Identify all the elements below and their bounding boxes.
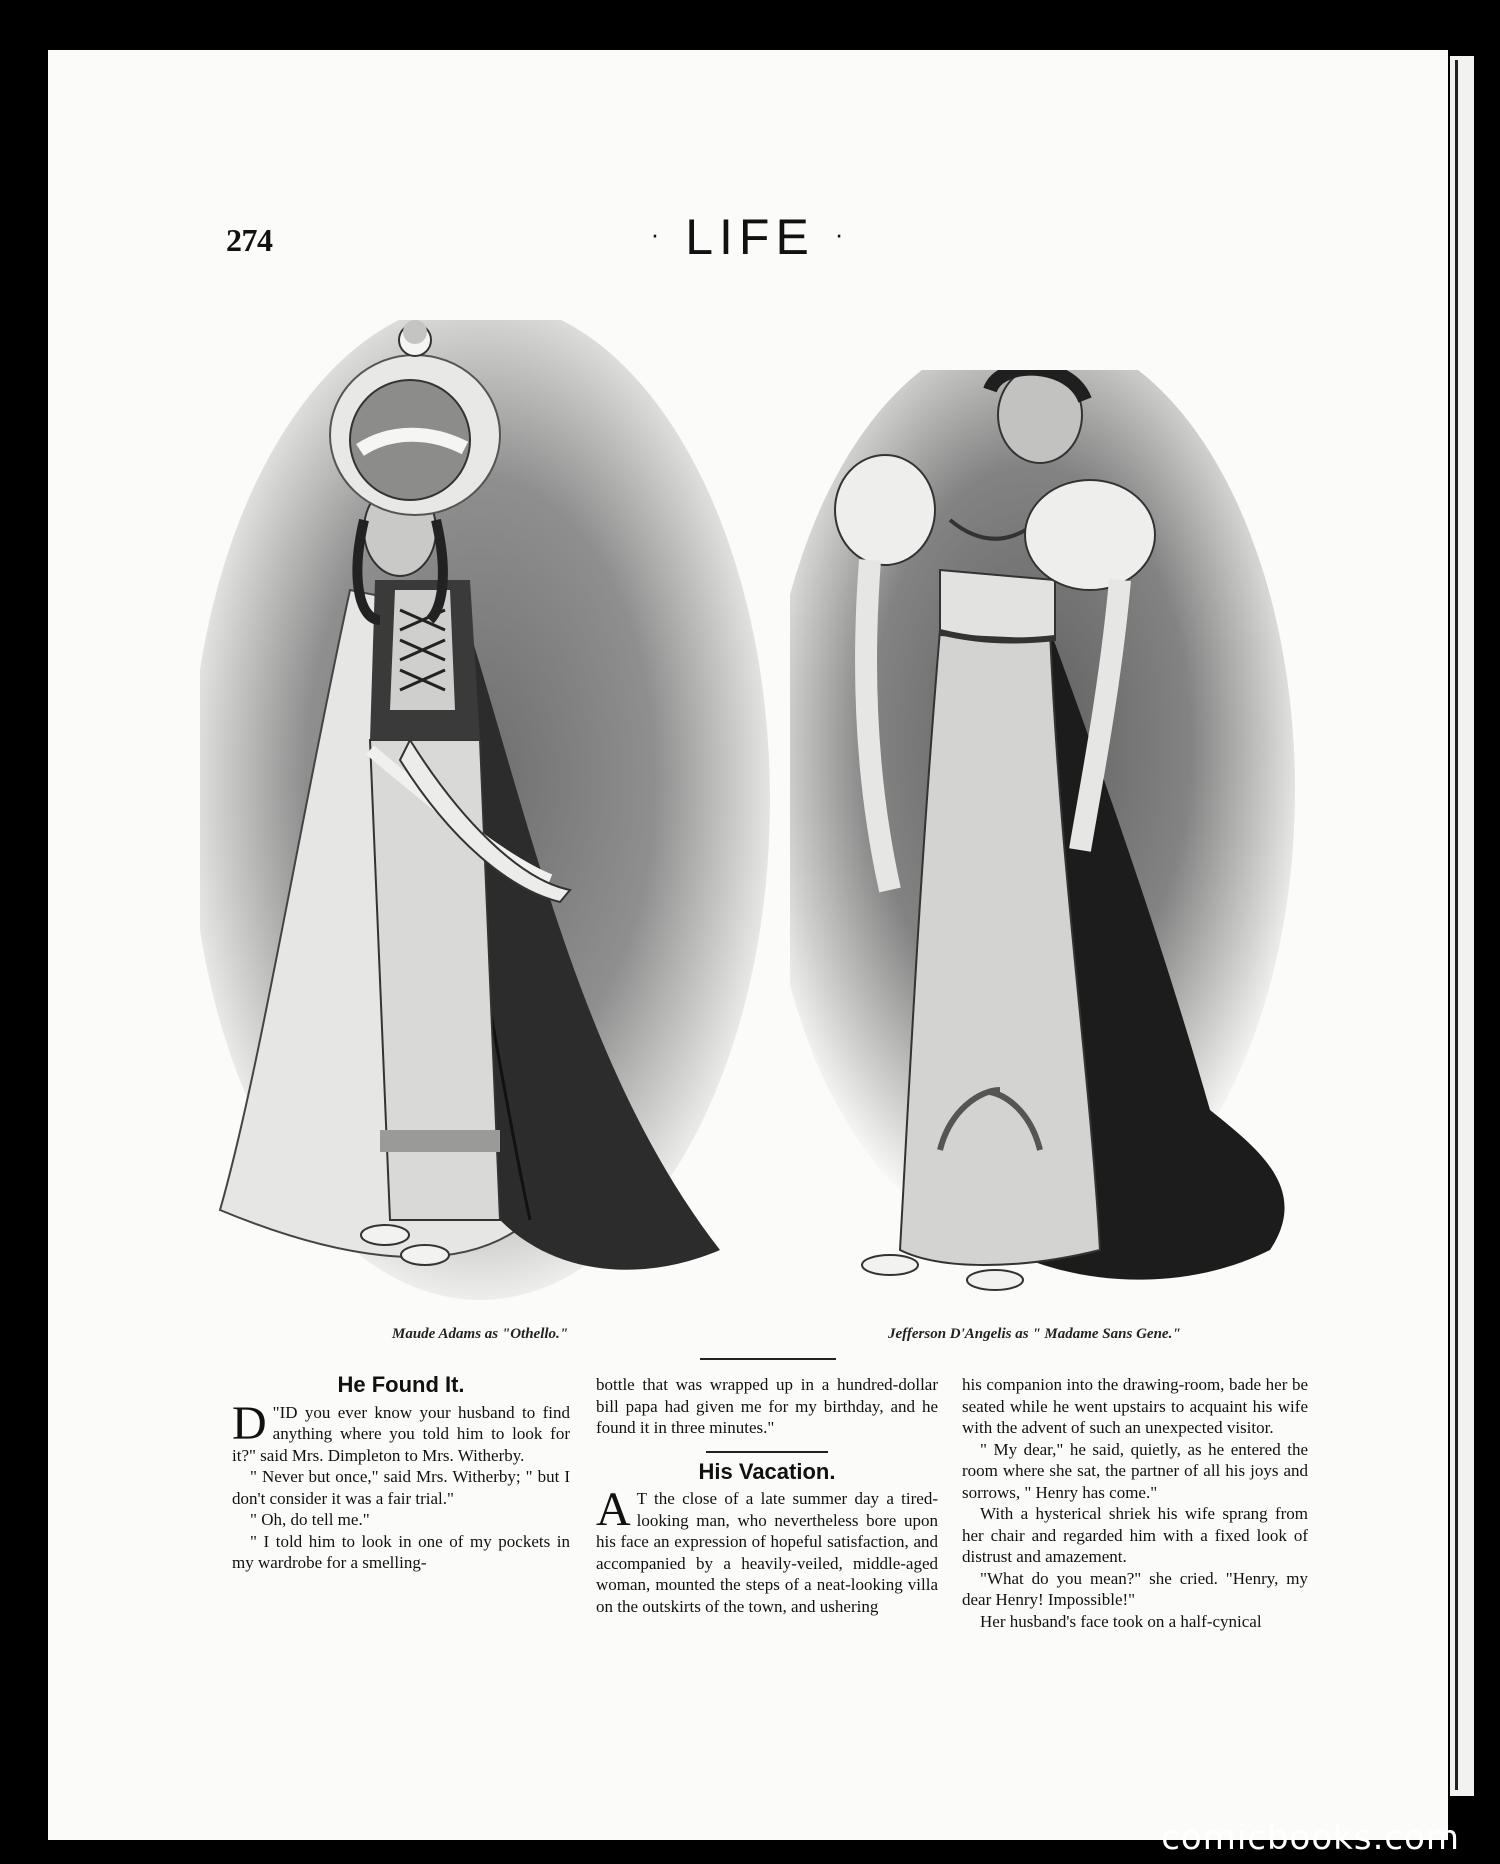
he-found-it-continuation: bottle that was wrapped up in a hundred-dollar bill papa had given me for my birthday, and he found it in three minutes." xyxy=(596,1375,938,1437)
photo-jefferson-dangelis-madame-sans-gene xyxy=(790,370,1310,1310)
caption-right: Jefferson D'Angelis as " Madame Sans Gene." xyxy=(888,1326,1181,1342)
page-gutter-line xyxy=(1455,60,1458,1790)
masthead-dot-left: · xyxy=(650,219,666,250)
article-title-his-vacation: His Vacation. xyxy=(698,1458,836,1484)
he-found-it-paragraph-2: " Never but once," said Mrs. Witherby; " but I don't consider it was a fair trial." xyxy=(232,1467,570,1508)
dropcap-d: D xyxy=(232,1396,267,1450)
photo-maude-adams-othello xyxy=(200,320,780,1300)
masthead-title: LIFE xyxy=(685,209,815,265)
his-vacation-paragraph-2: his companion into the drawing-room, bade her be seated while he went upstairs to acquaint his wife with the advent of such an unexpected visitor. xyxy=(962,1375,1308,1437)
his-vacation-paragraph-3: " My dear," he said, quietly, as he entered the room where she sat, the partner of all his joys and sorrows, " Henry has come." xyxy=(962,1439,1308,1502)
facing-page-edge xyxy=(1450,56,1474,1796)
dropcap-a: A xyxy=(596,1483,631,1536)
he-found-it-paragraph-3: " Oh, do tell me." xyxy=(250,1510,370,1529)
his-vacation-paragraph-6: Her husband's face took on a half-cynical xyxy=(980,1611,1262,1631)
he-found-it-paragraph-4: " I told him to look in one of my pockets in my wardrobe for a smelling- xyxy=(232,1531,570,1572)
his-vacation-paragraph-4: With a hysterical shriek his wife sprang from her chair and regarded him with a fixed look of distrust and amazement. xyxy=(962,1504,1308,1566)
his-vacation-paragraph-5: "What do you mean?" she cried. "Henry, my dear Henry! Impossible!" xyxy=(962,1568,1308,1609)
page-number: 274 xyxy=(226,222,273,258)
column-2 xyxy=(596,1374,938,1617)
column-1 xyxy=(232,1374,570,1574)
he-found-it-paragraph-1: "ID you ever know your husband to find anything where you told him to look for it?" said Mrs. Dimpleton to Mrs. Witherby. xyxy=(232,1402,570,1465)
section-divider xyxy=(700,1358,836,1360)
article-title-he-found-it: He Found It. xyxy=(337,1372,465,1397)
caption-left: Maude Adams as "Othello." xyxy=(392,1326,569,1342)
watermark: comicbooks.com xyxy=(1161,1818,1460,1858)
masthead-dot-right: · xyxy=(834,219,850,250)
article-divider xyxy=(706,1451,828,1453)
masthead xyxy=(0,208,1500,266)
column-3 xyxy=(962,1374,1308,1632)
his-vacation-paragraph-1: T the close of a late summer day a tired-looking man, who nevertheless bore upon his face an expression of hopeful satisfaction, and accompanied by a heavily-veiled, middle-aged woman, mounted the steps of a neat-looking villa on the outskirts of the town, and ushering xyxy=(596,1489,938,1616)
